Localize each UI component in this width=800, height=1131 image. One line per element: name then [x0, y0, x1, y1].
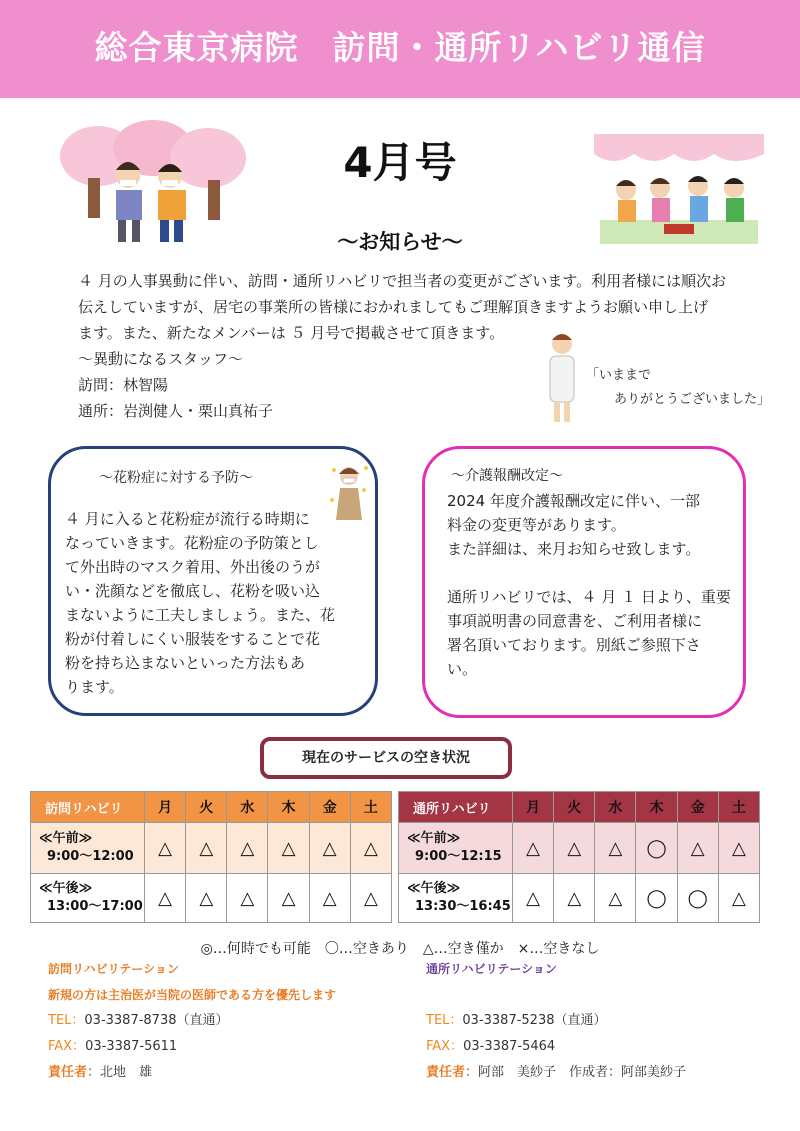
visit-contact: [48, 956, 336, 1086]
availability-mark: △: [513, 823, 554, 874]
availability-mark: △: [227, 823, 268, 874]
day-header: 火: [554, 792, 595, 823]
pollen-line: まないように工夫しましょう。また、花: [65, 606, 336, 624]
fax-label: FAX：: [48, 1039, 86, 1054]
visit-fax: 03-3387-5611: [85, 1039, 178, 1054]
pollen-line: 粉が付着しにくい服装をすることで花: [65, 630, 321, 648]
availability-mark: △: [268, 874, 309, 923]
day-header: 月: [145, 792, 186, 823]
availability-mark: △: [309, 874, 350, 923]
tel-label: TEL：: [48, 1013, 85, 1028]
availability-mark: △: [186, 823, 227, 874]
newsletter-title: 総合東京病院 訪問・通所リハビリ通信: [94, 28, 706, 67]
availability-mark: ◯: [636, 823, 677, 874]
care-line: 2024 年度介護報酬改定に伴い、一部: [447, 492, 700, 510]
day-service-name: 通所リハビリ: [399, 792, 513, 823]
availability-mark: △: [145, 874, 186, 923]
care-fee-text: [447, 489, 739, 681]
day-header: 金: [677, 792, 718, 823]
availability-mark: △: [513, 874, 554, 923]
pm-label: ≪午後≫: [407, 881, 461, 896]
day-header: 月: [513, 792, 554, 823]
visit-priority-note: 新規の方は主治医が当院の医師である方を優先します: [48, 988, 337, 1002]
availability-mark: △: [227, 874, 268, 923]
availability-mark: △: [268, 823, 309, 874]
pm-time: 13:00～17:00: [47, 899, 143, 914]
pm-label: ≪午後≫: [39, 881, 93, 896]
pollen-line: ります。: [65, 678, 124, 696]
farewell-message: [586, 364, 770, 412]
care-fee-card: [422, 446, 746, 718]
visit-tel: 03-3387-8738（直通）: [84, 1013, 229, 1028]
pollen-line: て外出時のマスク着用、外出後のうが: [65, 558, 321, 576]
day-header: 水: [595, 792, 636, 823]
notice-line: ます。また、新たなメンバーは ５ 月号で掲載させて頂きます。: [78, 324, 505, 342]
am-time: 9:00～12:00: [47, 849, 134, 864]
resp-label: 責任者：: [426, 1065, 479, 1080]
availability-mark: △: [718, 874, 759, 923]
availability-mark: △: [718, 823, 759, 874]
availability-mark: △: [350, 823, 391, 874]
am-slot: [399, 823, 513, 874]
day-header: 土: [718, 792, 759, 823]
pollen-line: 粉を持ち込まないといった方法もあ: [65, 654, 306, 672]
am-label: ≪午前≫: [39, 831, 93, 846]
staff-day: 通所：岩渕健人・栗山真祐子: [78, 402, 274, 420]
am-slot: [31, 823, 145, 874]
care-line: 署名頂いております。別紙ご参照下さ: [447, 636, 701, 654]
pm-slot: [399, 874, 513, 923]
bowing-staff-illustration: [538, 328, 584, 428]
visit-dept-name: 訪問リハビリテーション: [48, 962, 179, 976]
tel-label: TEL：: [426, 1013, 463, 1028]
availability-mark: ◯: [677, 874, 718, 923]
pm-slot: [31, 874, 145, 923]
care-line: 料金の変更等があります。: [447, 516, 626, 534]
fax-label: FAX：: [426, 1039, 464, 1054]
day-header: 火: [186, 792, 227, 823]
staff-heading: ～異動になるスタッフ～: [78, 350, 244, 368]
care-fee-title: ～介護報酬改定～: [451, 468, 563, 484]
day-fax: 03-3387-5464: [463, 1039, 556, 1054]
day-dept-name: 通所リハビリテーション: [426, 962, 557, 976]
staff-visit: 訪問：林智陽: [78, 376, 169, 394]
availability-title: 現在のサービスの空き状況: [260, 737, 512, 779]
farewell-line: 「いままで: [586, 368, 652, 383]
visit-responsible: 北地 雄: [100, 1065, 153, 1080]
day-contact: [426, 956, 686, 1086]
am-label: ≪午前≫: [407, 831, 461, 846]
availability-mark: △: [677, 823, 718, 874]
availability-legend: ◎…何時でも可能 〇…空きあり △…空き僅か ×…空きなし: [200, 941, 600, 957]
availability-mark: △: [554, 874, 595, 923]
care-line: また詳細は、来月お知らせ致します。: [447, 540, 701, 558]
day-header: 木: [636, 792, 677, 823]
notice-line: 伝えしていますが、居宅の事業所の皆様におかれましてもご理解頂きますようお願い申し上げ: [78, 298, 709, 316]
pollen-title: ～花粉症に対する予防～: [99, 470, 253, 486]
am-time: 9:00～12:15: [415, 849, 502, 864]
day-tel: 03-3387-5238（直通）: [462, 1013, 607, 1028]
care-line: 事項説明書の同意書を、ご利用者様に: [447, 612, 703, 630]
day-responsible: 阿部 美紗子 作成者：阿部美紗子: [478, 1065, 687, 1080]
pollen-mask-illustration: [326, 460, 372, 528]
farewell-line: ありがとうございました」: [614, 392, 771, 407]
availability-mark: △: [595, 874, 636, 923]
visit-service-name: 訪問リハビリ: [31, 792, 145, 823]
notice-line: ４ 月の人事異動に伴い、訪問・通所リハビリで担当者の変更がございます。利用者様には順次お: [78, 272, 727, 290]
day-header: 水: [227, 792, 268, 823]
notice-heading: ～お知らせ～: [337, 230, 463, 254]
day-header: 土: [350, 792, 391, 823]
availability-mark: △: [350, 874, 391, 923]
pollen-line: なっていきます。花粉症の予防策とし: [65, 534, 319, 552]
day-header: 木: [268, 792, 309, 823]
availability-mark: △: [186, 874, 227, 923]
availability-mark: △: [309, 823, 350, 874]
day-rehab-schedule: [398, 791, 760, 923]
pollen-line: ４ 月に入ると花粉症が流行る時期に: [65, 510, 310, 528]
day-header: 金: [309, 792, 350, 823]
issue-heading: 4月号: [343, 138, 457, 187]
care-line: 通所リハビリでは、４ 月 １ 日より、重要: [447, 588, 731, 606]
availability-mark: △: [554, 823, 595, 874]
pollen-text: [65, 507, 365, 699]
resp-label: 責任者：: [48, 1065, 101, 1080]
pollen-line: い・洗顔などを徹底し、花粉を吸い込: [65, 582, 321, 600]
availability-mark: ◯: [636, 874, 677, 923]
availability-mark: △: [595, 823, 636, 874]
care-line: い。: [447, 660, 478, 678]
header-banner: [0, 0, 800, 98]
pm-time: 13:30～16:45: [415, 899, 511, 914]
visit-rehab-schedule: [30, 791, 392, 923]
availability-mark: △: [145, 823, 186, 874]
